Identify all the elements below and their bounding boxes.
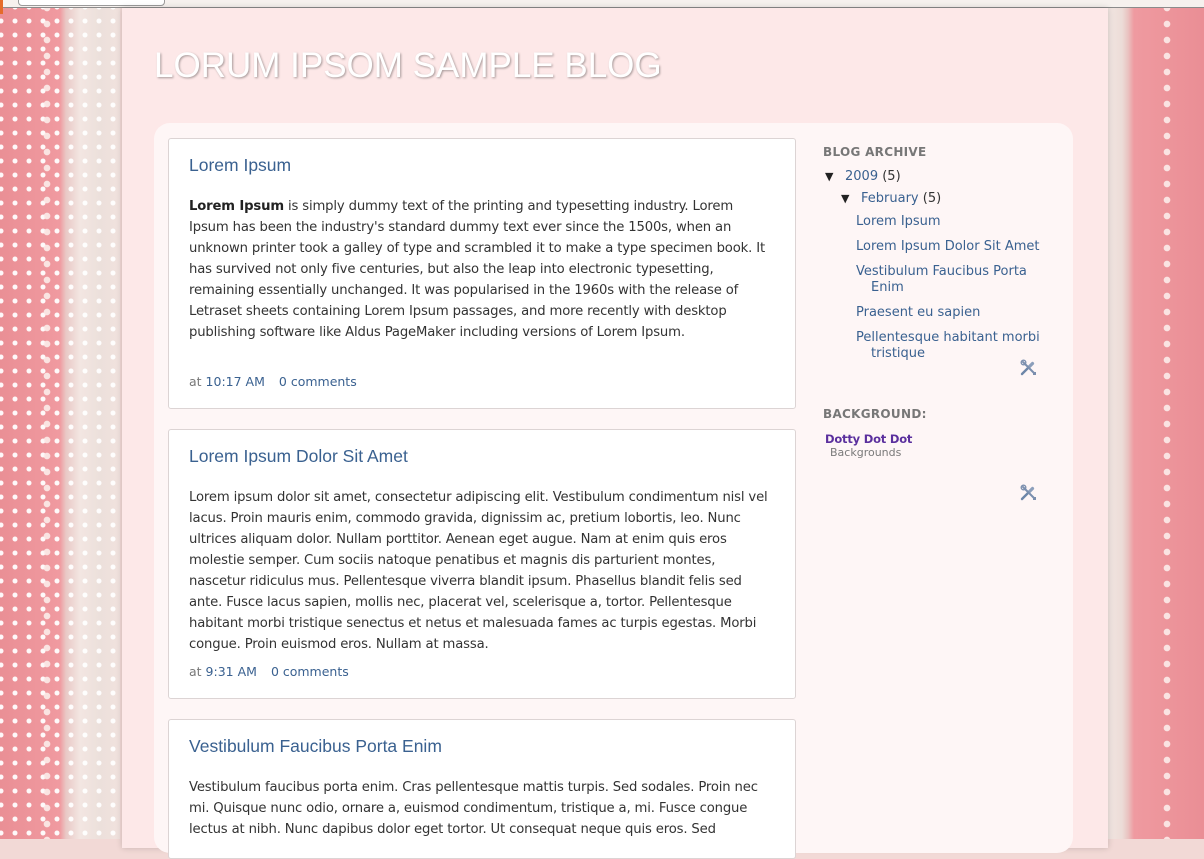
post-1 [168,138,796,409]
post-comments-link[interactable]: 0 comments [278,374,357,389]
dotty-badge[interactable] [823,430,919,460]
archive-month-row [841,191,941,206]
archive-post-link-text-cont[interactable]: tristique [871,346,926,361]
archive-year-link[interactable]: 2009 [845,169,879,184]
background-right-dots [1158,0,1176,839]
archive-post-link[interactable] [856,330,1041,362]
archive-post-link-text-cont[interactable]: Enim [871,280,904,295]
archive-post-link[interactable] [856,264,1041,296]
background-badge-link[interactable] [823,430,923,462]
archive-year-count: (5) [882,169,901,184]
archive-month-count: (5) [922,191,942,206]
background-left-strip [0,0,120,839]
month-toggle-icon[interactable]: ▼ [841,192,850,205]
post-body [189,196,775,343]
post-body: Vestibulum faucibus porta enim. Cras pellentesque mattis turpis. Sed sodales. Proin nec mi. Quisque nunc odio, ornare a, euismod condimentum, tristique a, mi. Fusce congue lectus at nibh. Nunc dapibus dolor eget tortor. Ut consequat neque quis eros. Sed [189,780,758,837]
post-title[interactable]: Vestibulum Faucibus Porta Enim [189,736,442,756]
post-timestamp-link[interactable]: 9:31 AM [205,664,257,679]
post-3 [168,719,796,859]
blog-outer-wrapper [122,8,1108,848]
archive-post-link-text[interactable]: Vestibulum Faucibus Porta [856,264,1027,279]
browser-address-field[interactable] [18,0,165,6]
post-timestamp-link[interactable]: 10:17 AM [205,374,265,389]
post-body: Lorem ipsum dolor sit amet, consectetur adipiscing elit. Vestibulum condimentum nisl vel lacus. Proin mauris enim, commodo gravida, dignissim ac, pretium lobortis, leo. Nunc ultrices aliquam dolor. Nullam porttitor. Aenean eget augue. Nam at enim quis eros molestie semper. Cum sociis natoque penatibus et magnis dis parturient montes, nascetur ridiculus mus. Pellentesque viverra blandit ipsum. Phasellus blandit felis sed ante. Fusce lacus sapien, mollis nec, placerat vel, scelerisque a, tortor. Pellentesque habitant morbi tristique senectus et netus et malesuada fames ac turpis egestas. Morbi congue. Proin euismod eros. Nullam at massa. [189,490,768,652]
post-title[interactable]: Lorem Ipsum Dolor Sit Amet [189,446,408,466]
year-toggle-icon[interactable]: ▼ [825,170,834,183]
browser-edge-accent [0,0,3,14]
archive-post-link[interactable] [856,214,1041,230]
archive-post-link-text[interactable]: Lorem Ipsum [856,214,941,229]
post-at-label: at [189,374,202,389]
background-widget-title: BACKGROUND: [823,407,927,421]
post-footer [189,374,357,389]
archive-post-link[interactable] [856,239,1041,255]
badge-title: Dotty Dot Dot [825,432,913,446]
post-footer [189,664,349,679]
blog-title[interactable]: LORUM IPSOM SAMPLE BLOG [154,46,662,85]
edit-tools-icon[interactable] [1019,358,1039,378]
post-body-text: is simply dummy text of the printing and typesetting industry. Lorem Ipsum has been the industry's standard dummy text ever since the 1500s, when an unknown printer took a galley of type and scrambled it to make a type specimen book. It has survived not only five centuries, but also the leap into electronic typesetting, remaining essentially unchanged. It was popularised in the 1960s with the release of Letraset sheets containing Lorem Ipsum passages, and more recently with desktop publishing software like Aldus PageMaker including versions of Lorem Ipsum. [189,199,765,340]
background-right-strip [1108,0,1204,839]
archive-month-link[interactable]: February [861,191,919,206]
archive-post-link-text[interactable]: Pellentesque habitant morbi [856,330,1040,345]
archive-post-link[interactable] [856,305,1041,321]
sidebar [823,145,1053,459]
post-2 [168,429,796,699]
content-panel [154,123,1073,853]
post-comments-link[interactable]: 0 comments [270,664,349,679]
background-left-dots [38,0,56,839]
badge-subtitle: Backgrounds [830,446,902,459]
archive-post-link-text[interactable]: Praesent eu sapien [856,305,981,320]
post-title[interactable]: Lorem Ipsum [189,155,292,175]
archive-widget-title: BLOG ARCHIVE [823,145,927,159]
edit-tools-icon[interactable] [1019,483,1039,503]
post-at-label: at [189,664,202,679]
browser-top-edge [0,0,1204,8]
post-body-bold: Lorem Ipsum [189,199,284,214]
archive-post-link-text[interactable]: Lorem Ipsum Dolor Sit Amet [856,239,1040,254]
archive-year-row [825,169,901,184]
